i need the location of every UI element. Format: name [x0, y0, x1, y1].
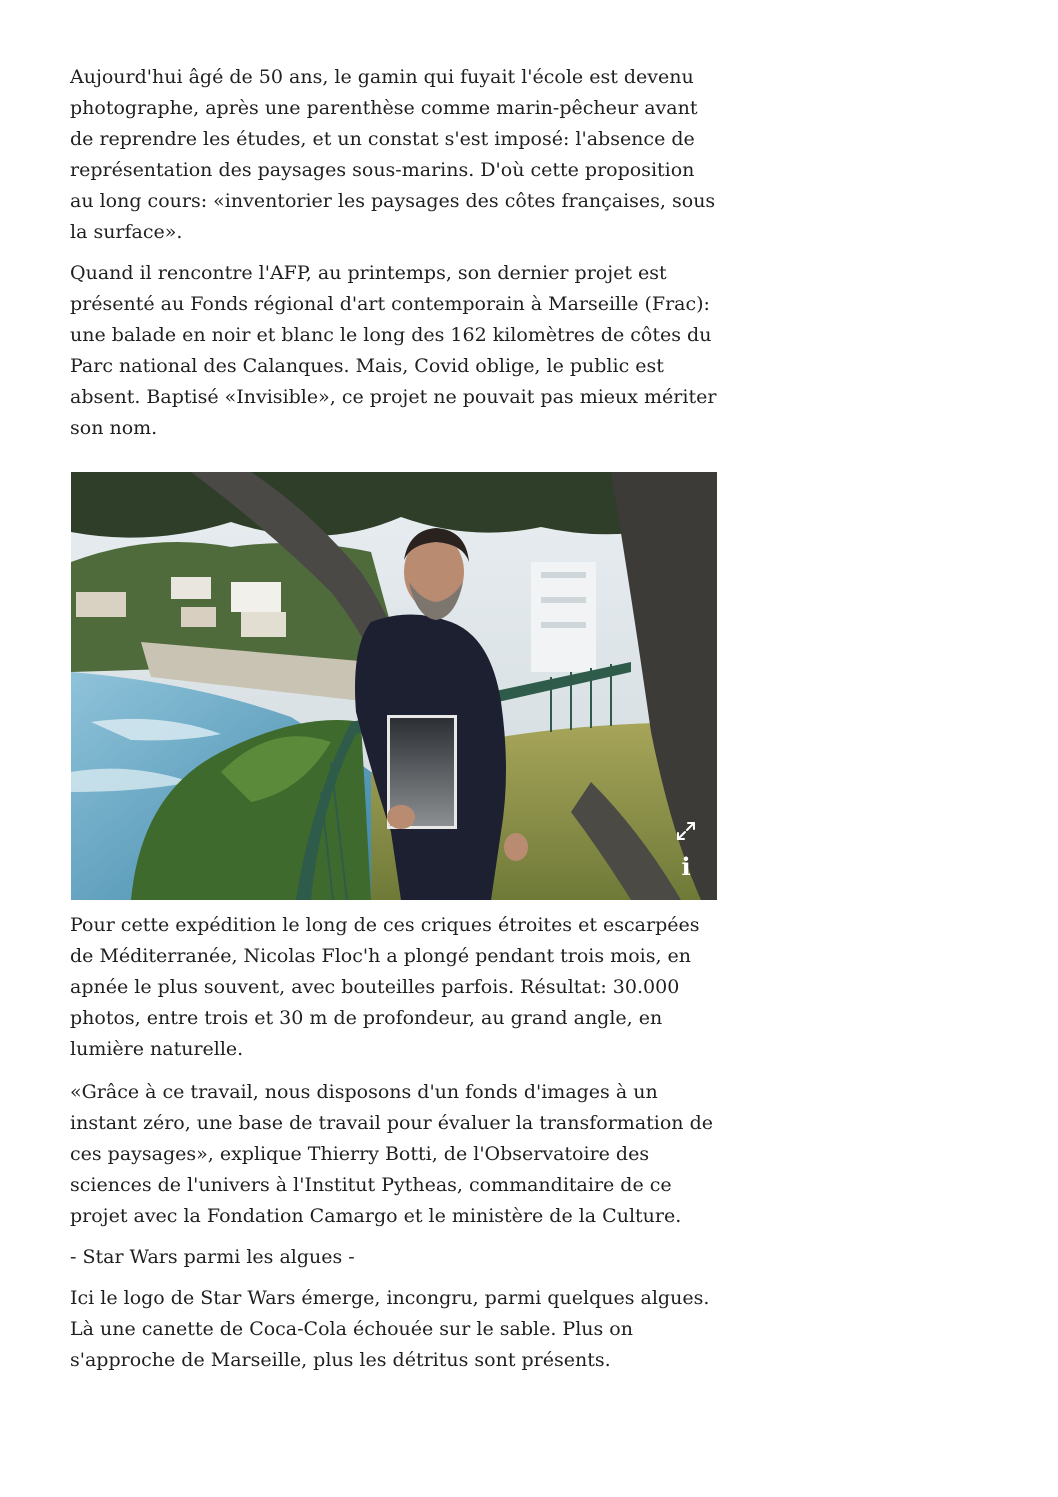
article-body — [70, 62, 720, 1386]
paragraph: Pour cette expédition le long de ces criques étroites et escarpées de Méditerranée, Nicolas Floc'h a plongé pendant trois mois, en apnée le plus souvent, avec bouteilles parfois. Résultat: 30.000 photos, entre trois et 30 m de profondeur, au grand angle, en lumière naturelle. — [70, 914, 700, 1060]
paragraph: Ici le logo de Star Wars émerge, incongru, parmi quelques algues. Là une canette de Coca-Cola échouée sur le sable. Plus on s'approche de Marseille, plus les détritus sont présents. — [70, 1287, 710, 1371]
expand-button[interactable] — [673, 818, 699, 844]
photo-illustration — [71, 472, 717, 900]
info-button[interactable] — [673, 854, 699, 880]
expand-icon — [675, 820, 697, 842]
info-icon: i — [681, 852, 691, 881]
article-photo — [71, 472, 717, 900]
section-subheading: - Star Wars parmi les algues - — [70, 1246, 355, 1268]
paragraph: Aujourd'hui âgé de 50 ans, le gamin qui fuyait l'école est devenu photographe, après une parenthèse comme marin-pêcheur avant de reprendre les études, et un constat s'est imposé: l'absence de représentation des paysages sous-marins. D'où cette proposition au long cours: «inventorier les paysages des côtes françaises, sous la surface». — [70, 66, 716, 243]
paragraph: Quand il rencontre l'AFP, au printemps, son dernier projet est présenté au Fonds régional d'art contemporain à Marseille (Frac): une balade en noir et blanc le long des 162 kilomètres de côtes du Parc national des Calanques. Mais, Covid oblige, le public est absent. Baptisé «Invisible», ce projet ne pouvait pas mieux mériter son nom. — [70, 262, 717, 439]
paragraph: «Grâce à ce travail, nous disposons d'un fonds d'images à un instant zéro, une base de travail pour évaluer la transformation de ces paysages», explique Thierry Botti, de l'Observatoire des sciences de l'univers à l'Institut Pytheas, commanditaire de ce projet avec la Fondation Camargo et le ministère de la Culture. — [70, 1081, 713, 1227]
